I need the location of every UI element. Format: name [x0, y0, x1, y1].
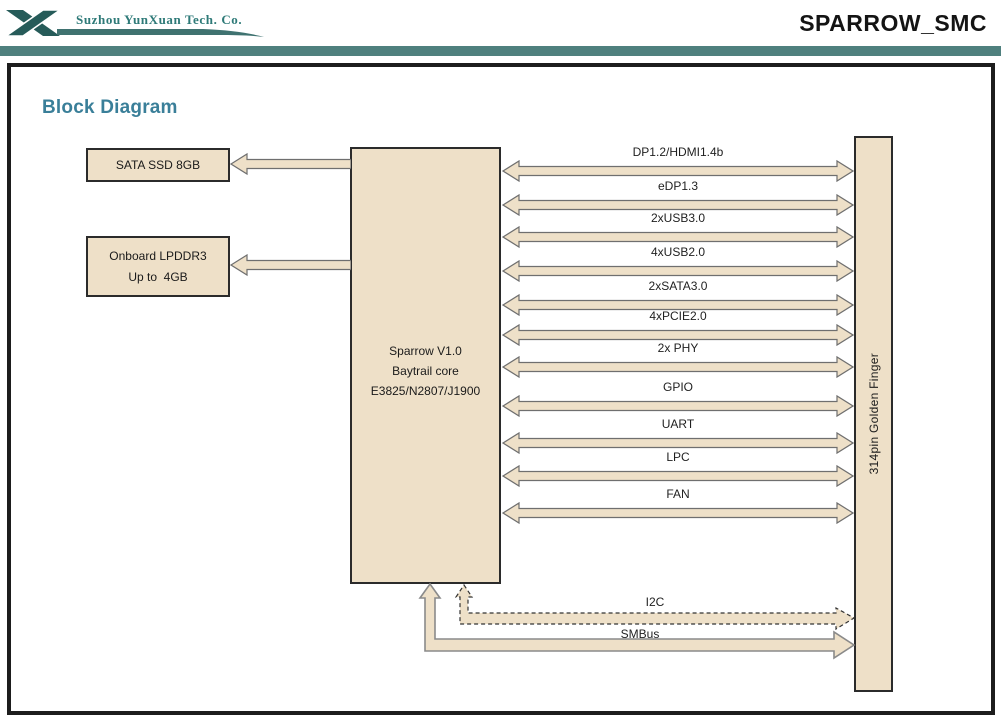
double-arrow — [502, 355, 854, 379]
i2c-label: I2C — [645, 595, 665, 609]
logo-swoosh-line — [57, 28, 265, 38]
sata-left-arrow — [230, 152, 351, 176]
bus-label: LPC — [666, 450, 690, 464]
section-title: Block Diagram — [42, 97, 178, 118]
page-title: SPARROW_SMC — [799, 10, 987, 36]
company-logo-icon — [4, 6, 60, 40]
double-arrow — [502, 464, 854, 488]
bus-row-lpc — [502, 451, 854, 491]
soc-label-line2: Baytrail core — [392, 364, 459, 378]
soc-label-line1: Sparrow V1.0 — [389, 344, 462, 358]
memory-label-line2: Up to 4GB — [128, 269, 188, 284]
bus-label: DP1.2/HDMI1.4b — [632, 145, 724, 159]
bus-label: 4xUSB2.0 — [650, 245, 706, 259]
bus-label: 2xUSB3.0 — [650, 211, 706, 225]
bus-label: eDP1.3 — [657, 179, 699, 193]
sata-ssd-label: SATA SSD 8GB — [115, 158, 201, 172]
double-arrow — [502, 501, 854, 525]
soc-block-text — [352, 341, 499, 401]
golden-finger-label: 314pin Golden Finger — [866, 353, 881, 475]
golden-finger-block — [854, 136, 893, 692]
bus-row-phy — [502, 342, 854, 382]
sata-ssd-block — [86, 148, 230, 182]
bus-label: 2x PHY — [657, 341, 699, 355]
bus-label: FAN — [666, 487, 690, 501]
memory-label-line1: Onboard LPDDR3 — [109, 248, 207, 263]
double-arrow — [502, 394, 854, 418]
bus-label: 2xSATA3.0 — [648, 279, 708, 293]
diagram-frame — [7, 63, 995, 715]
smbus-label: SMBus — [620, 627, 660, 641]
bus-row-gpio — [502, 381, 854, 421]
memory-left-arrow — [230, 253, 351, 277]
page-header — [0, 0, 1001, 46]
bus-row-fan — [502, 488, 854, 528]
soc-label-line3: E3825/N2807/J1900 — [370, 384, 481, 398]
soc-block — [350, 147, 501, 584]
memory-block — [86, 236, 230, 297]
header-accent-bar — [0, 46, 1001, 56]
company-name: Suzhou YunXuan Tech. Co. — [76, 12, 243, 27]
bus-label: 4xPCIE2.0 — [649, 309, 707, 323]
bus-label: UART — [661, 417, 695, 431]
bus-label: GPIO — [662, 380, 693, 394]
